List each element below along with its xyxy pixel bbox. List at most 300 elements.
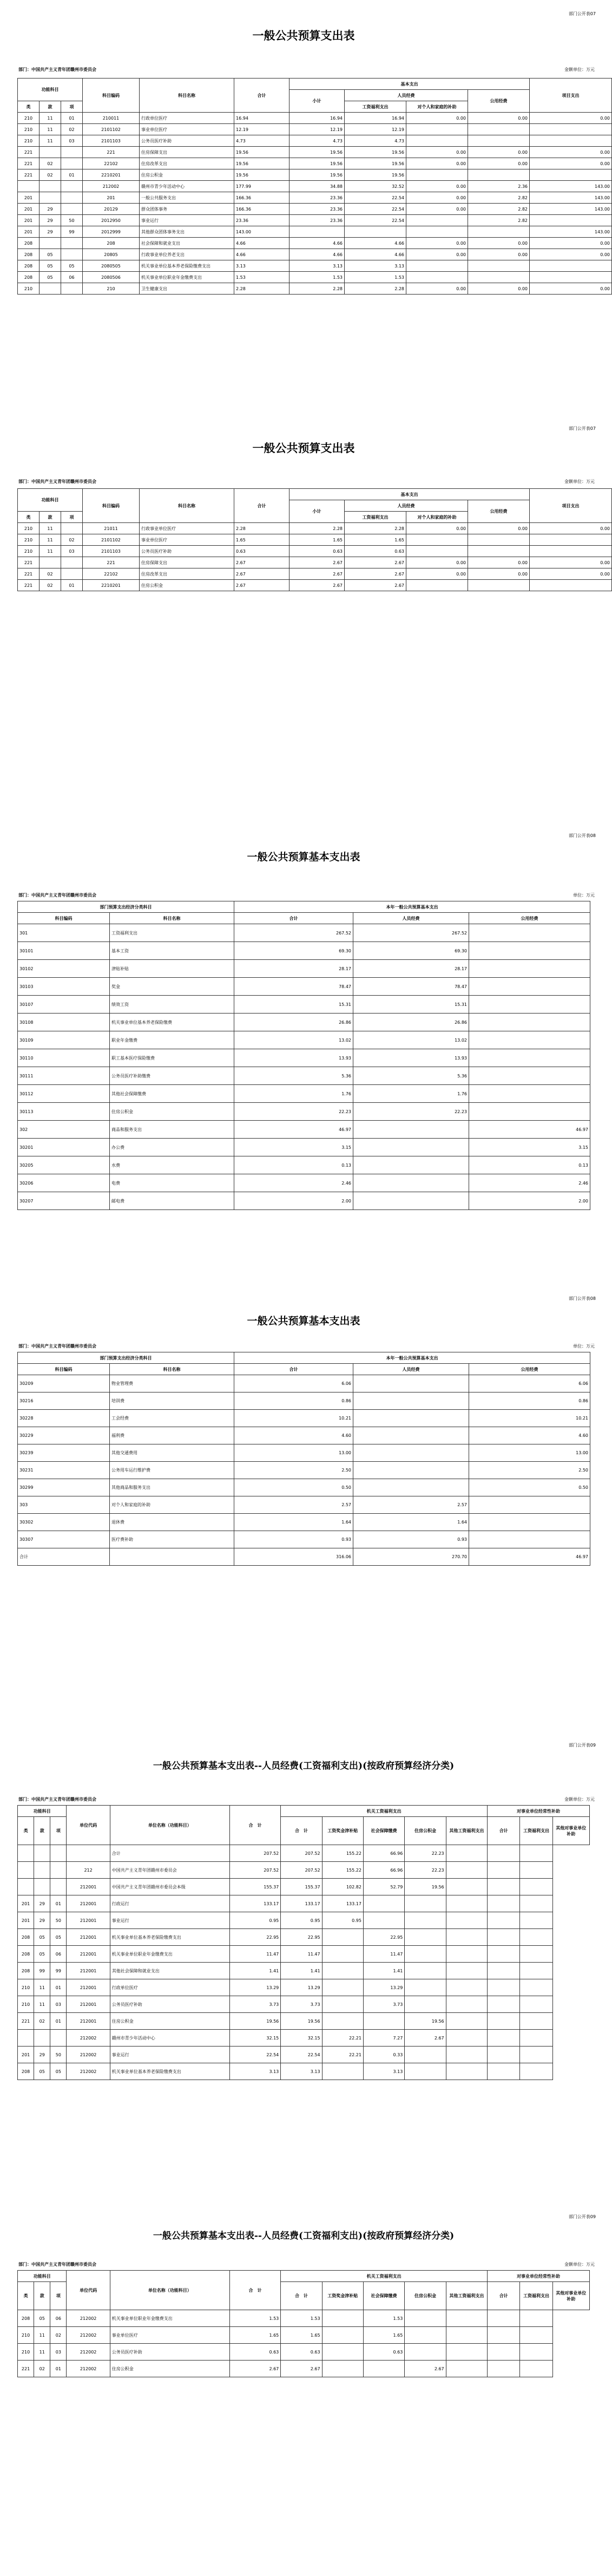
table-cell: 03 (50, 1996, 67, 2013)
table-row (18, 1929, 590, 1946)
table-cell (405, 1929, 446, 1946)
table-cell: 住房公积金 (140, 580, 234, 591)
table-cell: 155.37 (229, 1879, 280, 1895)
table-cell: 22.95 (281, 1929, 322, 1946)
name-header: 科目名称 (140, 489, 234, 523)
table-cell: 19.56 (289, 147, 345, 158)
table-cell: 0.63 (289, 546, 345, 557)
table-cell: 2101102 (83, 534, 140, 546)
table-row (18, 147, 612, 158)
page-title: 一般公共预算基本支出表 (247, 851, 360, 863)
table-cell (469, 1531, 590, 1548)
table-cell: 05 (50, 1929, 67, 1946)
table-cell: 208 (18, 272, 40, 283)
table-cell: 公务员医疗补助缴费 (110, 1067, 234, 1085)
table-row (18, 181, 612, 192)
table-cell: 群众团体事务 (140, 204, 234, 215)
table-cell: 2.00 (469, 1192, 590, 1210)
func-class-header: 功能科目 (18, 2271, 67, 2282)
personnel-header: 人员经费 (345, 90, 468, 101)
table-cell: 155.22 (322, 1845, 363, 1862)
table-cell: 06 (50, 1946, 67, 1963)
table-cell: 143.00 (530, 192, 612, 204)
table-cell: 住房保障支出 (140, 147, 234, 158)
code-header: 科目编码 (18, 1364, 110, 1375)
code-header: 科目编码 (83, 489, 140, 523)
table-cell (353, 1392, 469, 1410)
table-cell: 221 (83, 557, 140, 568)
table-cell (405, 1946, 446, 1963)
table-cell (469, 1031, 590, 1049)
table-cell: 2.00 (234, 1192, 353, 1210)
table-cell (446, 1946, 487, 1963)
table-cell: 05 (40, 260, 61, 272)
table-cell (353, 1139, 469, 1156)
table-cell: 电费 (110, 1174, 234, 1192)
table-row (18, 260, 612, 272)
table-cell: 公务用车运行维护费 (110, 1462, 234, 1479)
table-cell (406, 169, 468, 181)
table-cell: 10.21 (234, 1410, 353, 1427)
table-cell (520, 2013, 552, 2030)
table-cell (353, 1410, 469, 1427)
table-cell: 30307 (18, 1531, 110, 1548)
table-cell: 其他社会保障缴费 (110, 1085, 234, 1103)
table-cell (18, 1879, 34, 1895)
table-cell: 住房改革支出 (140, 568, 234, 580)
table-cell: 0.86 (234, 1392, 353, 1410)
table-cell (406, 124, 468, 135)
table-cell: 0.00 (406, 238, 468, 249)
table-row (18, 1156, 590, 1174)
table-cell: 1.65 (363, 2327, 404, 2344)
table-cell: 2.67 (405, 2361, 446, 2377)
dept-label: 部门：中国共产主义青年团赣州市委员会 (18, 479, 96, 484)
table-cell: 02 (50, 2327, 67, 2344)
sub-header: 项 (61, 512, 83, 523)
table-cell: 21011 (83, 523, 140, 534)
table-cell: 201 (18, 192, 40, 204)
table-cell (488, 1895, 520, 1912)
table-cell: 29 (40, 215, 61, 226)
table-cell: 22.21 (322, 2030, 363, 2047)
table-cell: 水费 (110, 1156, 234, 1174)
table-row (18, 523, 612, 534)
table-cell: 30207 (18, 1192, 110, 1210)
table-cell: 0.00 (468, 147, 530, 158)
table-cell (446, 1963, 487, 1979)
unit-name-header: 单位名称（功能科目） (110, 2271, 229, 2310)
table-cell: 培训费 (110, 1392, 234, 1410)
table-cell: 1.53 (281, 2310, 322, 2327)
table-cell (468, 580, 530, 591)
table-cell: 267.52 (234, 924, 353, 942)
table-cell: 11 (40, 124, 61, 135)
table-cell: 3.73 (281, 1996, 322, 2013)
table-cell: 22.54 (345, 192, 406, 204)
table-cell: 133.17 (322, 1895, 363, 1912)
table-row (18, 534, 612, 546)
unit-label: 金额单位：万元 (564, 67, 595, 72)
wage-header: 工资奖金津补贴 (322, 1817, 363, 1845)
table-cell: 5.36 (353, 1067, 469, 1085)
table-cell (446, 1929, 487, 1946)
table-row (18, 1031, 590, 1049)
table-row (18, 1085, 590, 1103)
table-cell: 0.00 (406, 557, 468, 568)
table-cell (446, 2327, 487, 2344)
table-cell: 1.53 (345, 272, 406, 283)
table-cell: 26.86 (234, 1014, 353, 1031)
table-cell (50, 1845, 67, 1862)
table-cell: 05 (34, 2310, 50, 2327)
dept-class-header: 部门预算支出经济分类科目 (18, 901, 234, 913)
table-row (18, 2030, 590, 2047)
table-row (18, 1014, 590, 1031)
table-cell (520, 2361, 552, 2377)
table-cell: 10.21 (469, 1410, 590, 1427)
table-cell: 23.36 (289, 204, 345, 215)
table-row (18, 1996, 590, 2013)
table-cell: 01 (61, 580, 83, 591)
table-cell (520, 1845, 552, 1862)
table-cell: 11 (40, 523, 61, 534)
table-cell: 2012950 (83, 215, 140, 226)
table-cell: 2.67 (234, 580, 289, 591)
table-cell: 210 (18, 534, 40, 546)
table-cell: 201 (18, 226, 40, 238)
basic-header: 基本支出 (289, 79, 530, 90)
table-cell: 2.57 (353, 1496, 469, 1514)
table-cell (61, 181, 83, 192)
table-cell: 210 (18, 2344, 34, 2361)
wage-header: 工资奖金津补贴 (322, 2282, 363, 2310)
table-cell: 13.29 (229, 1979, 280, 1996)
table-cell: 4.66 (345, 238, 406, 249)
table-cell (469, 1067, 590, 1085)
item-header: 款 (34, 1817, 50, 1845)
table-cell (405, 1996, 446, 2013)
table-row (18, 1392, 590, 1410)
table-cell: 赣州市青少年活动中心 (140, 181, 234, 192)
table-cell: 19.56 (234, 147, 289, 158)
table-cell: 210 (18, 124, 40, 135)
table-cell: 2210201 (83, 580, 140, 591)
table-cell (446, 2361, 487, 2377)
table-cell: 1.41 (281, 1963, 322, 1979)
table-row (18, 1514, 590, 1531)
inst-total-header: 合计 (488, 1817, 520, 1845)
table-cell: 30201 (18, 1139, 110, 1156)
table-cell: 19.56 (234, 169, 289, 181)
table-row (18, 192, 612, 204)
table-cell: 19.56 (345, 169, 406, 181)
table-cell: 02 (61, 124, 83, 135)
gov-wage-header: 机关工资福利支出 (281, 2271, 488, 2282)
dept-label: 部门：中国共产主义青年团赣州市委员会 (18, 893, 96, 898)
table-cell: 3.15 (234, 1139, 353, 1156)
table-cell (67, 1845, 110, 1862)
total-header: 合 计 (229, 1806, 280, 1845)
table-cell: 28.17 (234, 960, 353, 978)
table-cell (322, 2344, 363, 2361)
table-cell: 住房公积金 (140, 169, 234, 181)
table-cell: 221 (18, 557, 40, 568)
table-cell: 2.67 (345, 580, 406, 591)
table-row (18, 996, 590, 1014)
table-cell (520, 1879, 552, 1895)
table-row (18, 2327, 590, 2344)
code-header: 科目编码 (18, 913, 110, 924)
table-cell: 退休费 (110, 1514, 234, 1531)
table-cell: 机关事业单位基本养老保险缴费支出 (110, 2063, 229, 2080)
table-cell: 社会保障和就业支出 (140, 238, 234, 249)
table-row (18, 1845, 590, 1862)
table-cell: 0.93 (353, 1531, 469, 1548)
table-cell: 2.82 (468, 215, 530, 226)
table-cell (40, 147, 61, 158)
table-cell: 11.47 (281, 1946, 322, 1963)
table-cell: 2080505 (83, 260, 140, 272)
table-cell: 0.00 (530, 238, 612, 249)
table-cell: 03 (50, 2344, 67, 2361)
table-cell: 3.13 (345, 260, 406, 272)
table-cell: 208 (18, 249, 40, 260)
project-header: 项目支出 (530, 489, 612, 523)
table-cell: 2210201 (83, 169, 140, 181)
table-cell: 19.56 (405, 2013, 446, 2030)
table-cell: 221 (83, 147, 140, 158)
table-cell (50, 1862, 67, 1879)
table-cell: 1.65 (234, 534, 289, 546)
table-cell (345, 226, 406, 238)
table-cell: 0.00 (406, 249, 468, 260)
total-header: 合计 (234, 489, 289, 523)
total-header: 合 计 (229, 2271, 280, 2310)
table-cell: 2.67 (281, 2361, 322, 2377)
table-cell (353, 1192, 469, 1210)
unit-label: 金额单位：万元 (564, 479, 595, 484)
table-cell (18, 2030, 34, 2047)
table-cell: 11 (34, 2344, 50, 2361)
housing-fund-header: 住房公积金 (405, 1817, 446, 1845)
table-cell: 221 (18, 2013, 34, 2030)
table-cell: 0.00 (406, 523, 468, 534)
table-cell: 212001 (67, 1946, 110, 1963)
item-header: 款 (40, 101, 61, 113)
table-cell: 30231 (18, 1462, 110, 1479)
table-cell (488, 1879, 520, 1895)
table-row (18, 169, 612, 181)
table-row (18, 1427, 590, 1444)
table-cell: 30113 (18, 1103, 110, 1121)
table-cell: 工会经费 (110, 1410, 234, 1427)
table-cell: 0.95 (281, 1912, 322, 1929)
table-cell: 2.67 (289, 568, 345, 580)
table-cell (530, 169, 612, 181)
other-wage-header: 其他工资福利支出 (446, 2282, 487, 2310)
name-header: 科目名称 (140, 79, 234, 113)
table-cell: 210 (18, 135, 40, 147)
table-cell (520, 1979, 552, 1996)
table-cell: 0.00 (468, 523, 530, 534)
table-cell (530, 135, 612, 147)
table-cell: 23.36 (289, 192, 345, 204)
table-row (18, 924, 590, 942)
table-cell: 1.65 (229, 2327, 280, 2344)
table-cell: 15.31 (353, 996, 469, 1014)
table-cell: 208 (18, 1946, 34, 1963)
table-cell (530, 260, 612, 272)
table-cell: 1.76 (353, 1085, 469, 1103)
table-cell: 0.00 (530, 113, 612, 124)
table-cell: 住房改革支出 (140, 158, 234, 169)
subtotal-header: 小计 (289, 90, 345, 113)
table-cell: 机关事业单位职业年金缴费支出 (140, 272, 234, 283)
table-cell: 177.99 (234, 181, 289, 192)
table-row (18, 1462, 590, 1479)
table-cell: 11 (34, 2327, 50, 2344)
table-cell: 29 (34, 1912, 50, 1929)
page-title: 一般公共预算基本支出表--人员经费(工资福利支出)(按政府预算经济分类) (153, 2231, 455, 2241)
table-cell: 事业单位医疗 (110, 2327, 229, 2344)
table-cell: 208 (83, 238, 140, 249)
table-cell (488, 1946, 520, 1963)
table-cell (405, 2047, 446, 2063)
table-cell: 30101 (18, 942, 110, 960)
table-row (18, 1139, 590, 1156)
table-cell: 30302 (18, 1514, 110, 1531)
table-row (18, 568, 612, 580)
kind-header: 类 (18, 2282, 34, 2310)
table-row (18, 1121, 590, 1139)
table-cell: 11 (40, 135, 61, 147)
table-cell (488, 1979, 520, 1996)
table-cell: 2.82 (468, 204, 530, 215)
table-cell: 4.60 (234, 1427, 353, 1444)
table-cell: 机关事业单位基本养老保险缴费支出 (110, 1929, 229, 1946)
table-cell: 2.67 (229, 2361, 280, 2377)
table-cell (289, 226, 345, 238)
table-row (18, 238, 612, 249)
table-cell: 221 (18, 147, 40, 158)
table-cell (488, 1845, 520, 1862)
table-cell: 210 (18, 523, 40, 534)
public-header: 公用经费 (468, 90, 530, 113)
table-cell: 212002 (67, 2310, 110, 2327)
table-cell: 公务员医疗补助 (140, 546, 234, 557)
this-year-header: 本年一般公共预算基本支出 (234, 901, 590, 913)
table-cell: 221 (18, 2361, 34, 2377)
wage-header: 工资福利支出 (345, 512, 406, 523)
table-row (18, 204, 612, 215)
table-cell: 212002 (83, 181, 140, 192)
table-cell: 0.00 (468, 113, 530, 124)
item-header: 款 (40, 512, 61, 523)
table-cell (488, 2327, 520, 2344)
table-cell: 邮电费 (110, 1192, 234, 1210)
table-cell: 2.28 (234, 523, 289, 534)
public-header: 公用经费 (468, 500, 530, 523)
table-cell: 2.67 (289, 557, 345, 568)
table-cell: 06 (61, 272, 83, 283)
table-cell: 210 (18, 113, 40, 124)
code-header: 科目编码 (83, 79, 140, 113)
table-cell: 212001 (67, 1879, 110, 1895)
table-cell: 16.94 (289, 113, 345, 124)
table-cell (353, 1444, 469, 1462)
table-cell (405, 1979, 446, 1996)
table-cell: 166.36 (234, 192, 289, 204)
table-cell: 2.46 (469, 1174, 590, 1192)
table-row (18, 2361, 590, 2377)
table-cell: 0.63 (345, 546, 406, 557)
sub-header: 项 (61, 101, 83, 113)
table-cell: 基本工资 (110, 942, 234, 960)
table-cell: 公务员医疗补助 (110, 2344, 229, 2361)
table-cell: 208 (18, 1963, 34, 1979)
table-cell (446, 1979, 487, 1996)
table-cell: 1.76 (234, 1085, 353, 1103)
table-cell: 6.06 (234, 1375, 353, 1392)
table-cell: 1.41 (363, 1963, 404, 1979)
table-cell: 03 (61, 135, 83, 147)
table-cell: 133.17 (281, 1895, 322, 1912)
dept-label: 部门：中国共产主义青年团赣州市委员会 (18, 1797, 96, 1802)
table-cell: 01 (50, 1979, 67, 1996)
personnel-budget-table (17, 1805, 590, 2080)
table-row (18, 2063, 590, 2080)
page-title: 一般公共预算支出表 (252, 29, 355, 42)
table-cell: 19.56 (289, 169, 345, 181)
table-cell: 1.65 (345, 534, 406, 546)
table-row (18, 2013, 590, 2030)
table-row (18, 1912, 590, 1929)
table-cell (40, 192, 61, 204)
table-cell: 中国共产主义青年团赣州市委员会本级 (110, 1879, 229, 1895)
table-cell (488, 2047, 520, 2063)
dept-label: 部门：中国共产主义青年团赣州市委员会 (18, 67, 96, 72)
table-cell (405, 1895, 446, 1912)
other-wage-header: 其他工资福利支出 (446, 1817, 487, 1845)
table-cell (353, 1427, 469, 1444)
table-cell: 210 (18, 546, 40, 557)
table-cell: 0.63 (229, 2344, 280, 2361)
table-cell: 公务员医疗补助 (140, 135, 234, 147)
table-cell: 福利费 (110, 1427, 234, 1444)
table-cell: 奖金 (110, 978, 234, 996)
table-cell: 11 (40, 113, 61, 124)
table-cell (446, 1879, 487, 1895)
table-cell (406, 260, 468, 272)
table-cell: 0.63 (281, 2344, 322, 2361)
table-cell: 02 (40, 580, 61, 591)
table-cell: 住房公积金 (110, 1103, 234, 1121)
table-cell (405, 2310, 446, 2327)
table-cell (488, 1929, 520, 1946)
basic-header: 基本支出 (289, 489, 530, 500)
table-cell: 4.66 (289, 249, 345, 260)
table-cell (469, 924, 590, 942)
table-cell: 78.47 (353, 978, 469, 996)
table-row (18, 1963, 590, 1979)
table-row (18, 135, 612, 147)
table-cell: 221 (18, 169, 40, 181)
table-row (18, 283, 612, 295)
table-cell (34, 1845, 50, 1862)
table-cell (61, 204, 83, 215)
table-cell: 20129 (83, 204, 140, 215)
